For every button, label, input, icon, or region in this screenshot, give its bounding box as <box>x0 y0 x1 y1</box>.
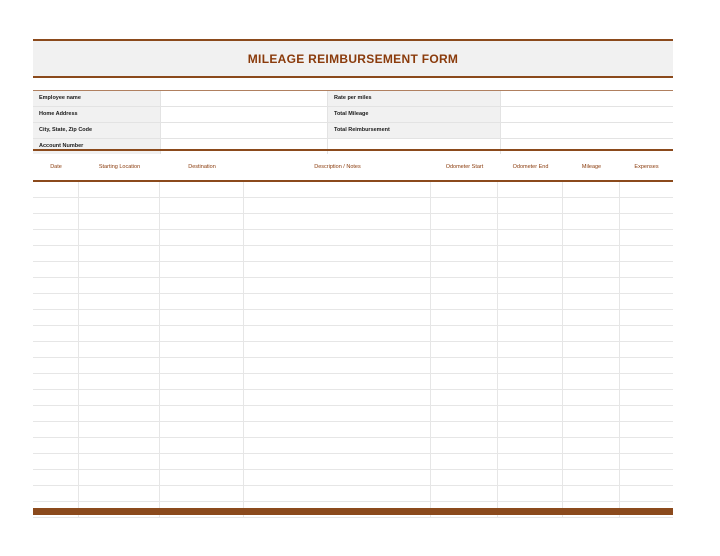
table-cell[interactable] <box>620 326 673 341</box>
table-cell[interactable] <box>498 486 563 501</box>
table-cell[interactable] <box>563 262 620 277</box>
total-mileage-field[interactable] <box>500 107 673 122</box>
table-cell[interactable] <box>563 214 620 229</box>
table-row <box>33 310 673 326</box>
table-cell[interactable] <box>33 214 79 229</box>
table-cell[interactable] <box>620 454 673 469</box>
table-cell[interactable] <box>160 406 244 421</box>
home-address-field[interactable] <box>160 107 327 122</box>
table-cell[interactable] <box>620 470 673 485</box>
table-cell[interactable] <box>244 342 431 357</box>
table-cell[interactable] <box>79 310 160 325</box>
table-cell[interactable] <box>160 262 244 277</box>
table-row <box>33 470 673 486</box>
table-cell[interactable] <box>498 326 563 341</box>
column-header-description: Description / Notes <box>314 164 361 170</box>
table-row <box>33 342 673 358</box>
table-cell[interactable] <box>498 342 563 357</box>
table-cell[interactable] <box>244 390 431 405</box>
table-cell[interactable] <box>244 406 431 421</box>
rate-per-miles-field[interactable] <box>500 91 673 106</box>
table-cell[interactable] <box>498 438 563 453</box>
table-cell[interactable] <box>244 454 431 469</box>
table-cell[interactable] <box>498 406 563 421</box>
table-cell[interactable] <box>620 310 673 325</box>
table-row <box>33 454 673 470</box>
table-row <box>33 406 673 422</box>
table-cell[interactable] <box>244 422 431 437</box>
table-cell[interactable] <box>498 214 563 229</box>
table-row <box>33 374 673 390</box>
home-address-label: Home Address <box>33 107 160 122</box>
table-cell[interactable] <box>33 326 79 341</box>
column-header-date: Date <box>50 164 62 170</box>
table-cell[interactable] <box>498 230 563 245</box>
table-row <box>33 230 673 246</box>
table-cell[interactable] <box>498 454 563 469</box>
table-cell[interactable] <box>160 342 244 357</box>
table-row <box>33 486 673 502</box>
info-row <box>33 91 673 107</box>
table-cell[interactable] <box>563 342 620 357</box>
table-cell[interactable] <box>431 198 498 213</box>
table-cell[interactable] <box>431 326 498 341</box>
table-cell[interactable] <box>244 438 431 453</box>
table-cell[interactable] <box>498 182 563 197</box>
column-header-expenses: Expenses <box>634 164 659 170</box>
table-cell[interactable] <box>79 422 160 437</box>
table-cell[interactable] <box>431 470 498 485</box>
table-cell[interactable] <box>431 262 498 277</box>
table-cell[interactable] <box>431 422 498 437</box>
table-row <box>33 182 673 198</box>
table-cell[interactable] <box>498 246 563 261</box>
info-row <box>33 107 673 123</box>
table-cell[interactable] <box>33 342 79 357</box>
table-cell[interactable] <box>563 310 620 325</box>
table-cell[interactable] <box>79 326 160 341</box>
table-cell[interactable] <box>33 278 79 293</box>
table-cell[interactable] <box>431 486 498 501</box>
table-cell[interactable] <box>620 342 673 357</box>
info-row <box>33 123 673 139</box>
table-cell[interactable] <box>160 390 244 405</box>
table-cell[interactable] <box>160 374 244 389</box>
table-cell[interactable] <box>33 262 79 277</box>
table-cell[interactable] <box>79 294 160 309</box>
table-cell[interactable] <box>79 198 160 213</box>
table-cell[interactable] <box>244 214 431 229</box>
table-cell[interactable] <box>33 454 79 469</box>
mileage-form-page <box>33 39 673 517</box>
table-cell[interactable] <box>244 246 431 261</box>
table-cell[interactable] <box>160 246 244 261</box>
table-cell[interactable] <box>431 438 498 453</box>
form-title: MILEAGE REIMBURSEMENT FORM <box>247 51 459 66</box>
table-cell[interactable] <box>79 214 160 229</box>
table-row <box>33 198 673 214</box>
entries-table <box>33 182 673 506</box>
table-cell[interactable] <box>620 486 673 501</box>
table-cell[interactable] <box>160 438 244 453</box>
column-header-odometer-end: Odometer End <box>512 164 549 170</box>
table-cell[interactable] <box>563 374 620 389</box>
bottom-bar <box>33 508 673 515</box>
table-cell[interactable] <box>79 278 160 293</box>
table-cell[interactable] <box>563 438 620 453</box>
table-cell[interactable] <box>160 182 244 197</box>
table-cell[interactable] <box>79 390 160 405</box>
table-cell[interactable] <box>160 278 244 293</box>
table-cell[interactable] <box>244 294 431 309</box>
city-state-zip-label: City, State, Zip Code <box>33 123 160 138</box>
table-cell[interactable] <box>431 182 498 197</box>
table-cell[interactable] <box>498 262 563 277</box>
account-number-label: Account Number <box>33 139 160 154</box>
city-state-zip-field[interactable] <box>160 123 327 138</box>
table-cell[interactable] <box>431 230 498 245</box>
table-cell[interactable] <box>244 278 431 293</box>
table-cell[interactable] <box>160 198 244 213</box>
table-cell[interactable] <box>498 390 563 405</box>
table-cell[interactable] <box>563 486 620 501</box>
table-cell[interactable] <box>431 246 498 261</box>
table-cell[interactable] <box>620 230 673 245</box>
table-cell[interactable] <box>563 358 620 373</box>
table-cell[interactable] <box>620 358 673 373</box>
table-cell[interactable] <box>79 374 160 389</box>
table-cell[interactable] <box>431 358 498 373</box>
table-cell[interactable] <box>79 454 160 469</box>
table-cell[interactable] <box>431 278 498 293</box>
table-cell[interactable] <box>160 470 244 485</box>
table-cell[interactable] <box>79 246 160 261</box>
table-cell[interactable] <box>244 470 431 485</box>
table-cell[interactable] <box>244 358 431 373</box>
table-header <box>33 155 673 182</box>
table-cell[interactable] <box>244 230 431 245</box>
table-cell[interactable] <box>160 310 244 325</box>
table-cell[interactable] <box>498 278 563 293</box>
table-cell[interactable] <box>33 390 79 405</box>
table-cell[interactable] <box>498 310 563 325</box>
table-cell[interactable] <box>79 230 160 245</box>
table-cell[interactable] <box>620 406 673 421</box>
table-cell[interactable] <box>79 182 160 197</box>
table-cell[interactable] <box>563 294 620 309</box>
table-cell[interactable] <box>33 294 79 309</box>
table-cell[interactable] <box>498 422 563 437</box>
info-row <box>33 139 673 154</box>
employee-name-field[interactable] <box>160 91 327 106</box>
info-bottom-rule <box>33 149 673 151</box>
table-cell[interactable] <box>563 278 620 293</box>
table-cell[interactable] <box>244 262 431 277</box>
column-header-destination: Destination <box>188 164 216 170</box>
table-cell[interactable] <box>33 230 79 245</box>
table-cell[interactable] <box>620 422 673 437</box>
table-cell[interactable] <box>431 406 498 421</box>
table-row <box>33 262 673 278</box>
table-cell[interactable] <box>33 470 79 485</box>
table-cell[interactable] <box>33 198 79 213</box>
table-cell[interactable] <box>563 406 620 421</box>
table-cell[interactable] <box>160 358 244 373</box>
table-cell[interactable] <box>33 182 79 197</box>
table-cell[interactable] <box>33 310 79 325</box>
table-cell[interactable] <box>498 358 563 373</box>
table-cell[interactable] <box>33 406 79 421</box>
table-cell[interactable] <box>498 374 563 389</box>
table-cell[interactable] <box>620 246 673 261</box>
table-row <box>33 390 673 406</box>
table-row <box>33 358 673 374</box>
table-cell[interactable] <box>244 374 431 389</box>
table-cell[interactable] <box>160 486 244 501</box>
table-row <box>33 438 673 454</box>
table-row <box>33 278 673 294</box>
table-cell[interactable] <box>620 374 673 389</box>
table-cell[interactable] <box>33 358 79 373</box>
table-cell[interactable] <box>244 310 431 325</box>
table-row <box>33 422 673 438</box>
table-cell[interactable] <box>563 454 620 469</box>
employee-name-label: Employee name <box>33 91 160 106</box>
table-cell[interactable] <box>498 470 563 485</box>
account-number-field[interactable] <box>160 139 327 154</box>
table-row <box>33 294 673 310</box>
table-row <box>33 326 673 342</box>
title-band <box>33 41 673 78</box>
table-cell[interactable] <box>79 470 160 485</box>
table-cell[interactable] <box>431 214 498 229</box>
table-cell[interactable] <box>563 182 620 197</box>
table-cell[interactable] <box>160 422 244 437</box>
empty-label <box>327 139 500 154</box>
table-cell[interactable] <box>79 406 160 421</box>
table-cell[interactable] <box>244 326 431 341</box>
table-cell[interactable] <box>620 214 673 229</box>
table-cell[interactable] <box>160 294 244 309</box>
table-cell[interactable] <box>563 230 620 245</box>
table-cell[interactable] <box>160 214 244 229</box>
table-cell[interactable] <box>160 230 244 245</box>
table-cell[interactable] <box>431 454 498 469</box>
table-cell[interactable] <box>563 326 620 341</box>
table-cell[interactable] <box>431 342 498 357</box>
table-cell[interactable] <box>79 486 160 501</box>
table-cell[interactable] <box>620 182 673 197</box>
total-reimbursement-label: Total Reimbursement <box>327 123 500 138</box>
table-cell[interactable] <box>498 294 563 309</box>
table-cell[interactable] <box>563 422 620 437</box>
table-cell[interactable] <box>160 326 244 341</box>
rate-per-miles-label: Rate per miles <box>327 91 500 106</box>
table-cell[interactable] <box>244 486 431 501</box>
table-cell[interactable] <box>79 342 160 357</box>
table-row <box>33 214 673 230</box>
table-cell[interactable] <box>431 294 498 309</box>
column-header-starting-location: Starting Location <box>98 164 141 170</box>
total-mileage-label: Total Mileage <box>327 107 500 122</box>
column-header-odometer-start: Odometer Start <box>445 164 484 170</box>
table-cell[interactable] <box>244 182 431 197</box>
table-cell[interactable] <box>563 198 620 213</box>
table-cell[interactable] <box>33 486 79 501</box>
table-cell[interactable] <box>431 390 498 405</box>
table-cell[interactable] <box>244 198 431 213</box>
table-cell[interactable] <box>33 374 79 389</box>
table-cell[interactable] <box>620 294 673 309</box>
table-cell[interactable] <box>620 198 673 213</box>
total-reimbursement-field[interactable] <box>500 123 673 138</box>
table-cell[interactable] <box>498 198 563 213</box>
table-cell[interactable] <box>620 438 673 453</box>
table-cell[interactable] <box>79 438 160 453</box>
table-cell[interactable] <box>563 390 620 405</box>
table-cell[interactable] <box>620 278 673 293</box>
info-section <box>33 90 673 154</box>
table-cell[interactable] <box>431 310 498 325</box>
table-cell[interactable] <box>33 422 79 437</box>
table-cell[interactable] <box>79 358 160 373</box>
table-cell[interactable] <box>563 246 620 261</box>
table-cell[interactable] <box>620 390 673 405</box>
column-header-mileage: Mileage <box>581 164 602 170</box>
table-row <box>33 246 673 262</box>
table-cell[interactable] <box>33 246 79 261</box>
empty-field <box>500 139 673 154</box>
table-cell[interactable] <box>79 262 160 277</box>
table-cell[interactable] <box>431 374 498 389</box>
table-cell[interactable] <box>620 262 673 277</box>
table-cell[interactable] <box>33 438 79 453</box>
table-cell[interactable] <box>160 454 244 469</box>
table-cell[interactable] <box>563 470 620 485</box>
